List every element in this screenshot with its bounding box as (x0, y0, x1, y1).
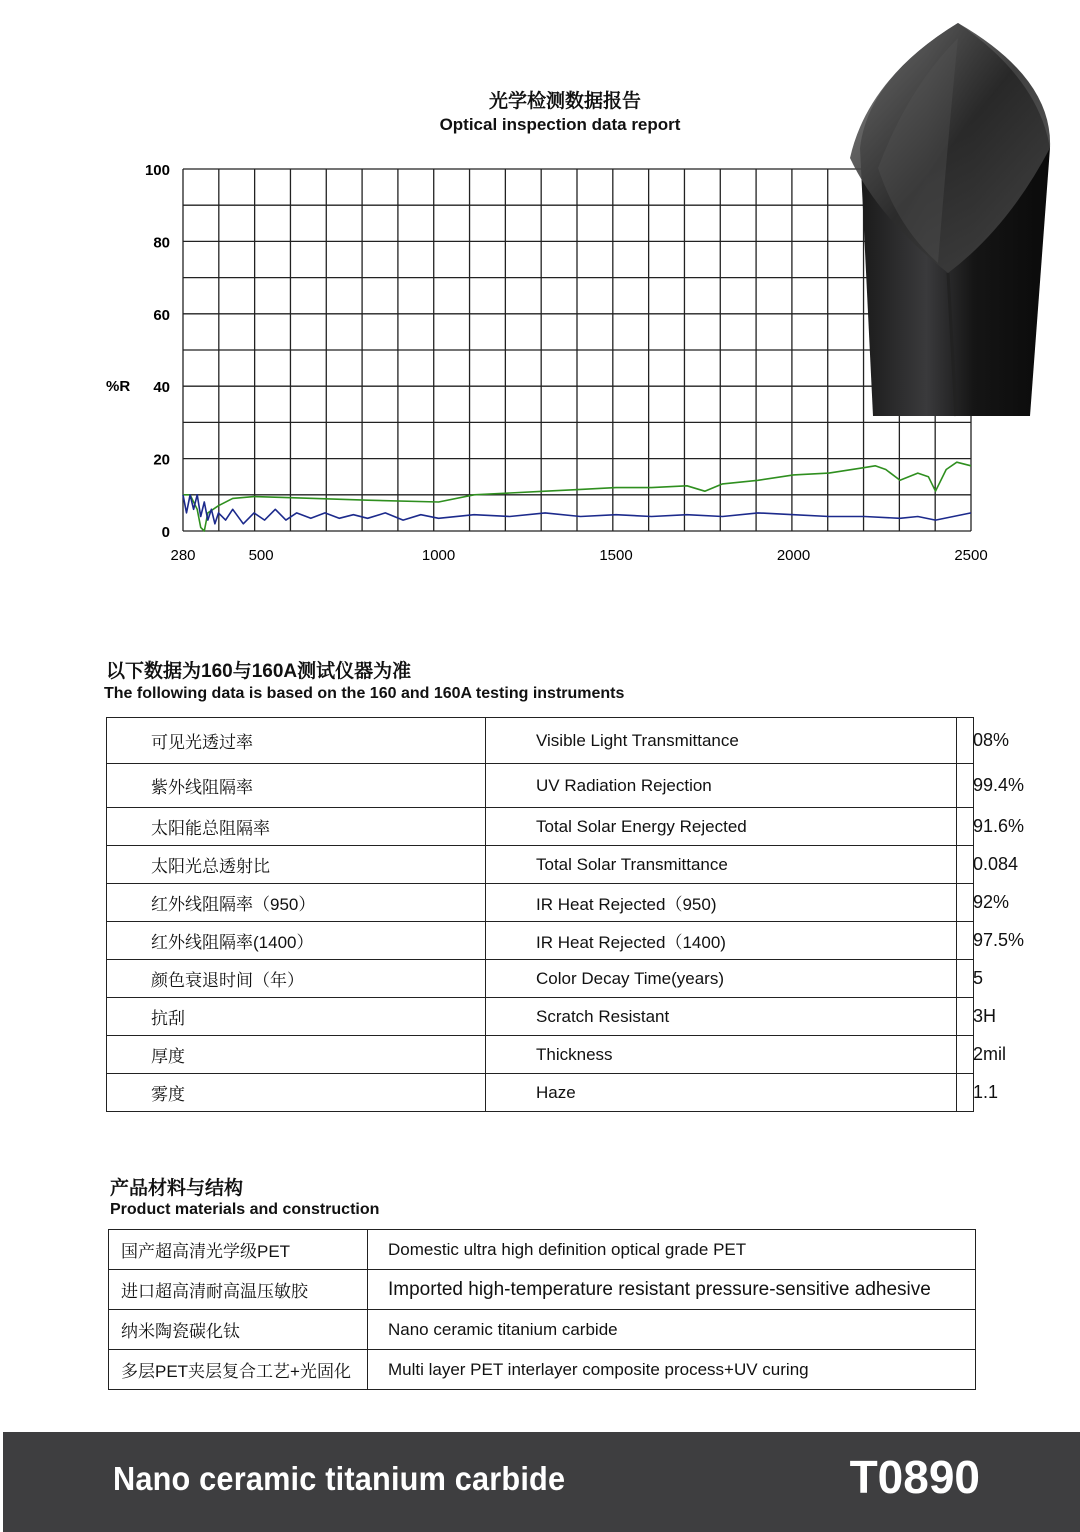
spec-en: IR Heat Rejected（950) (486, 884, 957, 922)
x-tick-label: 2500 (954, 547, 988, 564)
spec-en: Thickness (486, 1036, 957, 1074)
table-row (107, 846, 974, 884)
spec-en: IR Heat Rejected（1400) (486, 922, 957, 960)
x-axis-ticks (170, 547, 987, 564)
product-model: T0890 (849, 1451, 980, 1503)
x-tick-label: 280 (170, 547, 196, 564)
spec-en: Total Solar Transmittance (486, 846, 957, 884)
spec-cn: 可见光透过率 (107, 718, 486, 764)
spec-value: 2mil (957, 1036, 974, 1074)
materials-title-en: Product materials and construction (110, 1201, 380, 1218)
spec-cn: 抗刮 (107, 998, 486, 1036)
table-row (109, 1230, 976, 1270)
table-row (107, 808, 974, 846)
y-tick-label: 20 (153, 451, 170, 469)
spec-value: 08% (957, 718, 974, 764)
y-tick-label: 60 (153, 306, 170, 324)
specs-title-en: The following data is based on the 160 and 160A testing instruments (104, 685, 625, 702)
table-row (107, 960, 974, 998)
material-en: Imported high-temperature resistant pressure-sensitive adhesive (368, 1270, 976, 1310)
table-row (107, 1036, 974, 1074)
spec-en: Total Solar Energy Rejected (486, 808, 957, 846)
spec-cn: 颜色衰退时间（年） (107, 960, 486, 998)
spec-value: 97.5% (957, 922, 974, 960)
y-tick-label: 0 (161, 524, 170, 541)
x-tick-label: 1500 (599, 547, 633, 564)
product-name: Nano ceramic titanium carbide (113, 1460, 566, 1497)
x-tick-label: 2000 (776, 547, 811, 564)
spec-value: 91.6% (957, 808, 974, 846)
table-row (109, 1350, 976, 1390)
table-row (107, 922, 974, 960)
spec-en: Scratch Resistant (486, 998, 957, 1036)
film-roll-image (838, 18, 1060, 418)
spec-cn: 厚度 (107, 1036, 486, 1074)
material-cn: 进口超高清耐高温压敏胶 (109, 1270, 368, 1310)
y-tick-label: 40 (153, 379, 170, 397)
table-row (109, 1270, 976, 1310)
table-row (107, 1074, 974, 1112)
specs-title-cn: 以下数据为160与160A测试仪器为准 (106, 661, 412, 682)
material-en: Nano ceramic titanium carbide (368, 1310, 976, 1350)
table-row (107, 718, 974, 764)
x-tick-label: 500 (248, 547, 274, 564)
x-tick-label: 1000 (421, 547, 456, 564)
spec-en: Visible Light Transmittance (486, 718, 957, 764)
material-en: Domestic ultra high definition optical grade PET (368, 1230, 976, 1270)
footer-bar (3, 1432, 1080, 1532)
materials-table (108, 1229, 976, 1390)
y-tick-label: 80 (153, 234, 170, 252)
material-cn: 纳米陶瓷碳化钛 (109, 1310, 368, 1350)
spec-en: Haze (486, 1074, 957, 1112)
materials-title-cn: 产品材料与结构 (110, 1178, 244, 1199)
table-row (109, 1310, 976, 1350)
spec-value: 3H (957, 998, 974, 1036)
spec-value: 99.4% (957, 764, 974, 808)
y-tick-label: 100 (144, 162, 170, 179)
material-cn: 国产超高清光学级PET (109, 1230, 368, 1270)
spec-value: 1.1 (957, 1074, 974, 1112)
spec-cn: 红外线阻隔率（950） (107, 884, 486, 922)
table-row (107, 884, 974, 922)
spec-en: Color Decay Time(years) (486, 960, 957, 998)
spec-value: 92% (957, 884, 974, 922)
spec-value: 0.084 (957, 846, 974, 884)
material-cn: 多层PET夹层复合工艺+光固化 (109, 1350, 368, 1390)
table-row (107, 998, 974, 1036)
spec-en: UV Radiation Rejection (486, 764, 957, 808)
chart-title: 光学检测数据报告 (488, 91, 641, 112)
y-axis-ticks (145, 162, 170, 541)
chart-subtitle: Optical inspection data report (439, 115, 681, 134)
spec-cn: 紫外线阻隔率 (107, 764, 486, 808)
y-axis-label: %R (106, 378, 131, 395)
spec-cn: 雾度 (107, 1074, 486, 1112)
table-row (107, 764, 974, 808)
specs-table (106, 717, 1025, 1112)
spec-cn: 太阳能总阻隔率 (107, 808, 486, 846)
spec-cn: 太阳光总透射比 (107, 846, 486, 884)
spec-value: 5 (957, 960, 974, 998)
material-en: Multi layer PET interlayer composite process+UV curing (368, 1350, 976, 1390)
spec-cn: 红外线阻隔率(1400） (107, 922, 486, 960)
